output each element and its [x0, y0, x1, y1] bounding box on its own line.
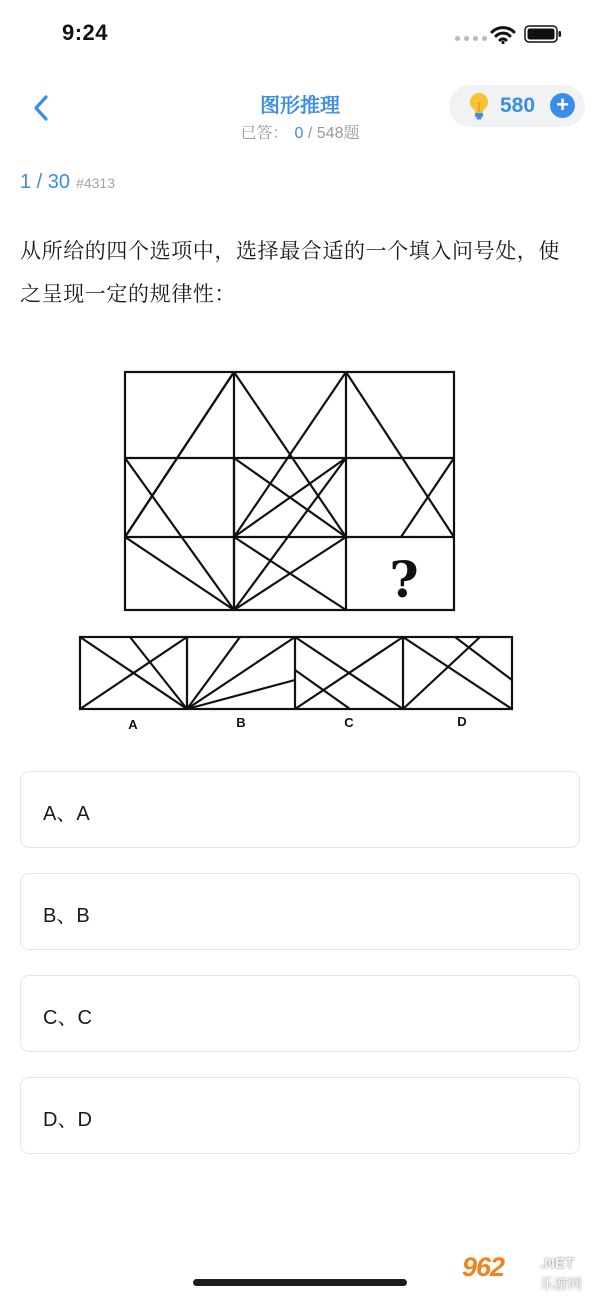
- battery-icon: [524, 24, 562, 44]
- option-label: C、C: [43, 1007, 92, 1029]
- status-bar: [0, 0, 600, 70]
- option-a[interactable]: [20, 771, 580, 848]
- cellular-signal-icon: [455, 36, 487, 41]
- nav-header: [0, 80, 600, 144]
- status-time: 9:24: [62, 20, 109, 45]
- option-label: B、B: [43, 905, 90, 927]
- option-b[interactable]: [20, 873, 580, 950]
- option-label: A、A: [43, 803, 90, 825]
- option-d[interactable]: [20, 1077, 580, 1154]
- add-points-button[interactable]: +: [550, 93, 575, 118]
- watermark-net: .NET: [540, 1255, 575, 1272]
- question-text: 从所给的四个选项中，选择最合适的一个填入问号处，使之呈现一定的规律性：: [20, 240, 560, 306]
- watermark-number: 962: [462, 1252, 505, 1282]
- choice-label-a: A: [128, 717, 138, 732]
- page-title: 图形推理: [260, 95, 340, 117]
- points-value: 580: [500, 94, 536, 117]
- home-indicator[interactable]: [193, 1279, 407, 1286]
- choice-label-c: C: [344, 715, 354, 730]
- choice-label-b: B: [236, 715, 246, 730]
- question-index: 1 / 30: [20, 171, 71, 193]
- question-progress: [20, 171, 115, 194]
- answered-label: 已答：: [240, 125, 289, 142]
- answered-count: 0: [294, 125, 304, 142]
- points-badge[interactable]: [449, 85, 585, 127]
- question-id: #4313: [76, 175, 115, 191]
- lightbulb-icon: [467, 91, 491, 121]
- watermark-logo: [462, 1252, 596, 1292]
- choice-label-d: D: [457, 714, 467, 729]
- watermark-site: 乐游网: [540, 1276, 582, 1292]
- option-label: D、D: [43, 1109, 92, 1131]
- question-mark: ?: [389, 550, 419, 609]
- wifi-icon: [490, 25, 516, 45]
- answered-total: / 548题: [307, 125, 360, 142]
- option-c[interactable]: [20, 975, 580, 1052]
- question-figure: [78, 370, 518, 740]
